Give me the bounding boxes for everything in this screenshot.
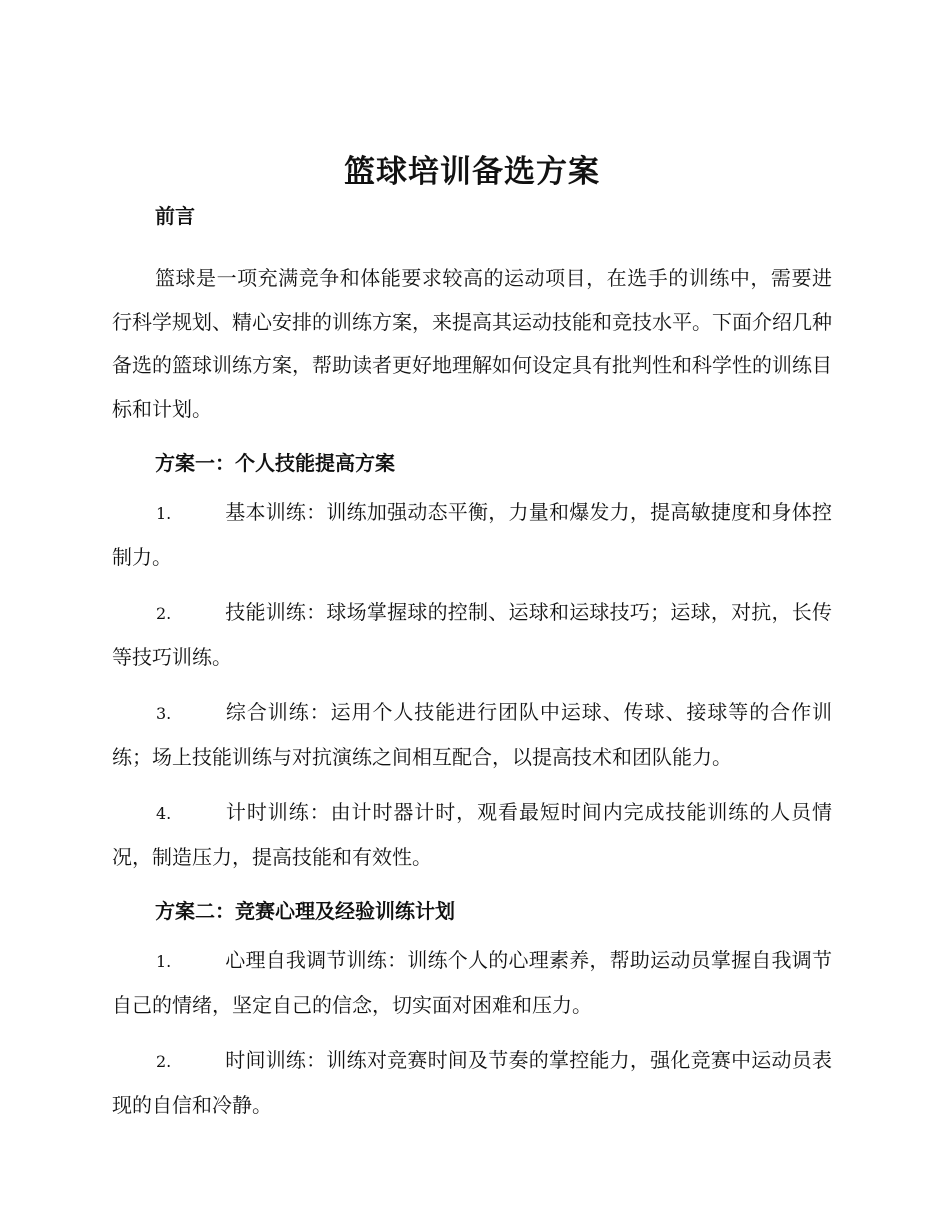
list-number: 2. — [156, 1052, 172, 1071]
plan1-heading: 方案一：个人技能提高方案 — [155, 451, 395, 475]
list-item-text: 计时训练：由计时器计时，观看最短时间内完成技能训练的人员情况，制造压力，提高技能和有效性。 — [112, 800, 832, 869]
plan1-item-1 — [112, 491, 832, 579]
list-item-text: 时间训练：训练对竞赛时间及节奏的掌控能力，强化竞赛中运动员表现的自信和冷静。 — [112, 1048, 832, 1117]
plan1-item-4 — [112, 791, 832, 879]
list-number: 2. — [156, 604, 172, 623]
list-number: 3. — [156, 704, 172, 723]
list-item-text: 技能训练：球场掌握球的控制、运球和运球技巧；运球，对抗，长传等技巧训练。 — [112, 600, 832, 669]
list-item-text: 心理自我调节训练：训练个人的心理素养，帮助运动员掌握自我调节自己的情绪，坚定自己的信念，切实面对困难和压力。 — [112, 948, 832, 1017]
plan2-item-2 — [112, 1039, 832, 1127]
list-number: 1. — [156, 952, 172, 971]
plan1-item-3 — [112, 691, 832, 779]
plan2-heading: 方案二：竞赛心理及经验训练计划 — [155, 899, 455, 923]
preface-heading: 前言 — [155, 204, 195, 228]
list-item-text: 综合训练：运用个人技能进行团队中运球、传球、接球等的合作训练；场上技能训练与对抗演练之间相互配合，以提高技术和团队能力。 — [112, 700, 832, 769]
preface-paragraph: 篮球是一项充满竞争和体能要求较高的运动项目，在选手的训练中，需要进行科学规划、精心安排的训练方案，来提高其运动技能和竞技水平。下面介绍几种备选的篮球训练方案，帮助读者更好地理解如何设定具有批判性和科学性的训练目标和计划。 — [112, 266, 832, 421]
document-title: 篮球培训备选方案 — [344, 154, 600, 190]
plan2-item-1 — [112, 939, 832, 1027]
list-item-text: 基本训练：训练加强动态平衡，力量和爆发力，提高敏捷度和身体控制力。 — [112, 500, 832, 569]
list-number: 1. — [156, 504, 172, 523]
list-number: 4. — [156, 804, 172, 823]
plan1-item-2 — [112, 591, 832, 679]
